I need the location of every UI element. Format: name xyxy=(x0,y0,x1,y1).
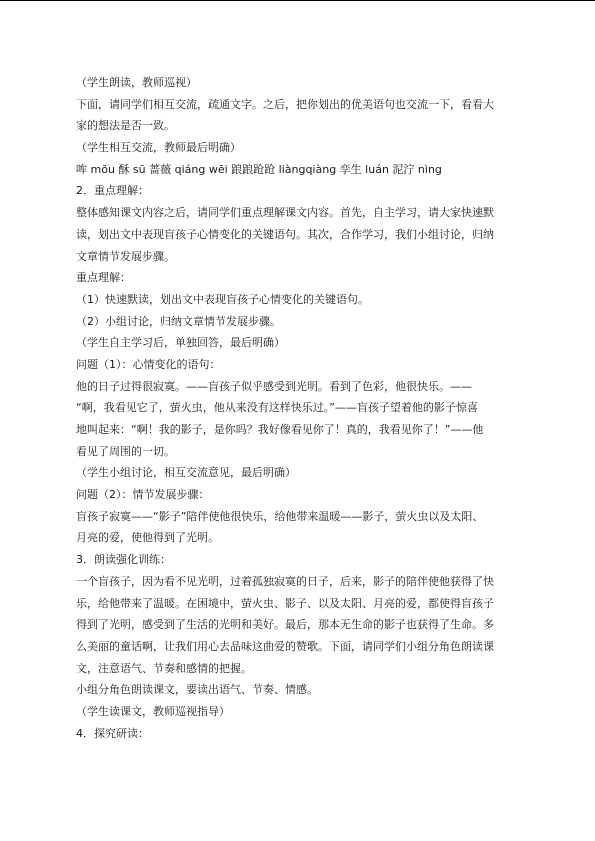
text-line: （2）小组讨论，归纳文章情节发展步骤。 xyxy=(76,314,281,328)
text-line: 读，划出文中表现盲孩子心情变化的关键语句。其次，合作学习，我们小组讨论，归纳 xyxy=(76,227,494,241)
text-line: 文，注意语气、节奏和感情的把握。 xyxy=(76,661,252,675)
text-line: 盲孩子寂寞——“影子”陪伴使他很快乐，给他带来温暖——影子，萤火虫以及太阳、 xyxy=(76,509,484,523)
text-line: 问题（1）：心情变化的语句： xyxy=(76,357,221,371)
text-line: 重点理解： xyxy=(76,271,131,285)
text-line: 家的想法是否一致。 xyxy=(76,119,175,133)
section-heading: 2．重点理解： xyxy=(76,184,149,198)
text-line: 文章情节发展步骤。 xyxy=(76,249,175,263)
text-line: （学生自主学习后，单独回答，最后明确） xyxy=(76,336,285,350)
text-line: （学生朗读，教师巡视） xyxy=(76,76,197,89)
text-line: 问题（2）：情节发展步骤： xyxy=(76,488,210,502)
text-line: 乐，给他带来了温暖。在困境中，萤火虫、影子、以及太阳、月亮的爱，都使得盲孩子 xyxy=(76,596,494,610)
document-body xyxy=(76,72,536,744)
text-line: 整体感知课文内容之后，请同学们重点理解课文内容。首先，自主学习，请大家快速默 xyxy=(76,206,494,220)
pinyin-line: 哞 mōu 酥 sū 蔷薇 qiáng wēi 踉踉跄跄 liàngqiàng 孪生 luán 泥泞 nìng xyxy=(76,162,442,176)
text-line: “啊，我看见它了，萤火虫，他从来没有这样快乐过。”——盲孩子望着他的影子惊喜 xyxy=(76,401,478,415)
text-line: 得到了光明，感受到了生活的光明和美好。最后，那本无生命的影子也获得了生命。多 xyxy=(76,618,494,632)
text-line: 地叫起来：“啊！我的影子，是你吗？我好像看见你了！真的，我看见你了！”——他 xyxy=(76,423,484,436)
section-heading: 3．朗读强化训练： xyxy=(76,553,171,567)
text-line: （学生读课文，教师巡视指导） xyxy=(76,704,230,718)
text-line: （1）快速默读，划出文中表现盲孩子心情变化的关键语句。 xyxy=(76,292,369,306)
text-line: 他的日子过得很寂寞。——盲孩子似乎感受到光明。看到了色彩，他很快乐。—— xyxy=(76,379,472,393)
text-line: 小组分角色朗读课文，要读出语气、节奏、情感。 xyxy=(76,683,318,697)
section-heading: 4．探究研读： xyxy=(76,726,149,740)
text-line: （学生相互交流，教师最后明确） xyxy=(76,141,241,155)
text-line: （学生小组讨论，相互交流意见，最后明确） xyxy=(76,466,296,480)
text-line: 月亮的爱，使他得到了光明。 xyxy=(76,531,219,545)
top-rule xyxy=(0,0,595,1)
text-line: 看见了周围的一切。 xyxy=(76,444,175,458)
text-line: 么美丽的童话啊，让我们用心去品味这曲爱的赞歌。下面，请同学们小组分角色朗读课 xyxy=(76,639,494,653)
text-line: 下面，请同学们相互交流，疏通文字。之后，把你划出的优美语句也交流一下，看看大 xyxy=(76,97,494,111)
text-line: 一个盲孩子，因为看不见光明，过着孤独寂寞的日子，后来，影子的陪伴使他获得了快 xyxy=(76,574,494,588)
